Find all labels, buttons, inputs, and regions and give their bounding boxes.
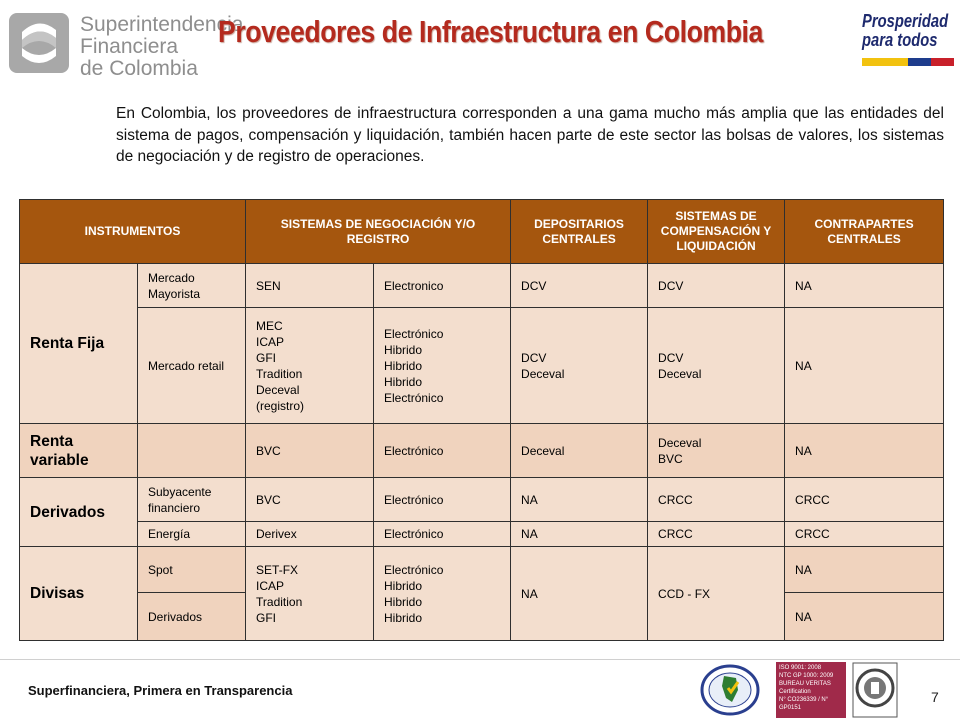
table-row xyxy=(20,264,944,308)
list-item: DCV xyxy=(658,350,684,365)
cell-compensacion: CRCC xyxy=(648,478,785,522)
sub-spot: Spot xyxy=(138,547,246,593)
list-item: BVC xyxy=(658,451,683,466)
cell-contraparte: CRCC xyxy=(785,478,944,522)
cell-contraparte: CRCC xyxy=(785,522,944,547)
cell-compensaciones-list xyxy=(648,308,785,424)
cell-sistemas-list xyxy=(246,547,374,641)
list-item: GFI xyxy=(256,350,277,365)
list-item: ICAP xyxy=(256,578,285,593)
cell-compensacion: DCV xyxy=(648,264,785,308)
cell-contraparte-spot: NA xyxy=(785,547,944,593)
cell-tipos-list xyxy=(374,308,511,424)
sub-energia: Energía xyxy=(138,522,246,547)
category-divisas: Divisas xyxy=(20,547,138,641)
cell-deposito: Deceval xyxy=(511,424,648,478)
cert-line: NTC GP 1000: 2009 xyxy=(779,673,834,679)
sub-subyacente-financiero: Subyacente financiero xyxy=(138,478,246,522)
cert-line: Certification xyxy=(779,689,811,695)
list-item: Electrónico xyxy=(384,562,444,577)
intro-paragraph: En Colombia, los proveedores de infraestructura corresponden a una gama mucho más amplia que las entidades del sistema de pagos, compensación y liquidación, también hacen parte de este sector las bolsas de valores, los sistemas de negociación y de registro de operaciones. xyxy=(116,105,944,165)
list-item: ICAP xyxy=(256,334,285,349)
list-item: Hibrido xyxy=(384,342,423,357)
table-row xyxy=(20,308,944,424)
cert-line: N° CO236339 / N° GP0151 xyxy=(779,697,829,711)
logo-line: Superintendencia xyxy=(80,13,244,36)
list-item: DCV xyxy=(521,350,547,365)
cell-deposito: NA xyxy=(511,478,648,522)
prosperidad-logo xyxy=(862,12,954,70)
list-item: Hibrido xyxy=(384,578,423,593)
cell-deposito: DCV xyxy=(511,264,648,308)
list-item: Electrónico xyxy=(384,326,444,341)
header-instrumentos: INSTRUMENTOS xyxy=(20,200,246,264)
cell-deposito: NA xyxy=(511,522,648,547)
table-row xyxy=(20,478,944,522)
cell-deposito: NA xyxy=(511,547,648,641)
superfinanciera-logo xyxy=(8,8,244,80)
sfc-logo-mark-icon xyxy=(8,12,70,74)
cell-sistema: BVC xyxy=(246,478,374,522)
logo-line: Financiera xyxy=(80,35,179,58)
header-sistemas-negociacion: SISTEMAS DE NEGOCIACIÓN Y/O REGISTRO xyxy=(246,200,511,264)
sub-derivados: Derivados xyxy=(138,593,246,641)
list-item: Tradition xyxy=(256,594,303,609)
category-derivados: Derivados xyxy=(20,478,138,547)
list-item: SET-FX xyxy=(256,562,299,577)
slide-header xyxy=(0,0,960,82)
colombia-seal-icon xyxy=(698,664,762,716)
prosperidad-logo-text xyxy=(862,11,949,50)
infraestructura-table xyxy=(19,199,944,641)
category-renta-variable: Renta variable xyxy=(20,424,138,478)
cell-contraparte-derivados: NA xyxy=(785,593,944,641)
list-item: Tradition xyxy=(256,366,303,381)
prosperidad-line: Prosperidad xyxy=(862,11,949,31)
cell-tipo: Electrónico xyxy=(374,478,511,522)
page-title: Proveedores de Infraestructura en Colombia xyxy=(218,14,763,49)
cell-tipo: Electrónico xyxy=(374,522,511,547)
cell-depositos-list xyxy=(511,308,648,424)
table-row xyxy=(20,522,944,547)
bureau-veritas-seal-icon xyxy=(852,662,898,718)
category-renta-fija: Renta Fija xyxy=(20,264,138,424)
table-row xyxy=(20,424,944,478)
cell-contraparte: NA xyxy=(785,308,944,424)
list-item: Deceval xyxy=(521,366,565,381)
list-item: Deceval xyxy=(658,435,702,450)
cell-empty xyxy=(138,424,246,478)
list-item: Deceval xyxy=(658,366,702,381)
list-item: Hibrido xyxy=(384,358,423,373)
list-item: GFI xyxy=(256,610,277,625)
list-item: Electrónico xyxy=(384,390,444,405)
cell-tipo: Electrónico xyxy=(374,424,511,478)
cell-tipos-list xyxy=(374,547,511,641)
list-item: (registro) xyxy=(256,398,305,413)
table-header-row xyxy=(20,200,944,264)
table-row xyxy=(20,547,944,593)
flag-stripe-icon xyxy=(862,58,954,66)
page-number: 7 xyxy=(931,689,939,705)
cell-sistemas-list xyxy=(246,308,374,424)
cert-line: ISO 9001: 2008 xyxy=(779,665,822,671)
cell-sistema: SEN xyxy=(246,264,374,308)
cell-sistema: Derivex xyxy=(246,522,374,547)
cell-contraparte: NA xyxy=(785,424,944,478)
logo-line: de Colombia xyxy=(80,57,198,80)
cell-tipo: Electronico xyxy=(374,264,511,308)
cell-compensacion: CCD - FX xyxy=(648,547,785,641)
cell-contraparte: NA xyxy=(785,264,944,308)
sub-mercado-mayorista: Mercado Mayorista xyxy=(138,264,246,308)
sub-mercado-retail: Mercado retail xyxy=(138,308,246,424)
list-item: Hibrido xyxy=(384,610,423,625)
cell-compensacion: CRCC xyxy=(648,522,785,547)
list-item: Deceval xyxy=(256,382,300,397)
list-item: Hibrido xyxy=(384,594,423,609)
header-contrapartes: CONTRAPARTES CENTRALES xyxy=(785,200,944,264)
footer-slogan: Superfinanciera, Primera en Transparencia xyxy=(28,683,293,698)
footer-divider xyxy=(0,659,960,660)
header-compensacion: SISTEMAS DE COMPENSACIÓN Y LIQUIDACIÓN xyxy=(648,200,785,264)
cell-sistema: BVC xyxy=(246,424,374,478)
header-depositarios: DEPOSITARIOS CENTRALES xyxy=(511,200,648,264)
list-item: Hibrido xyxy=(384,374,423,389)
cell-compensaciones-list xyxy=(648,424,785,478)
prosperidad-line: para todos xyxy=(862,30,938,50)
cert-line: BUREAU VERITAS xyxy=(779,681,831,687)
iso-certification-badge xyxy=(776,662,846,718)
list-item: MEC xyxy=(256,318,283,333)
